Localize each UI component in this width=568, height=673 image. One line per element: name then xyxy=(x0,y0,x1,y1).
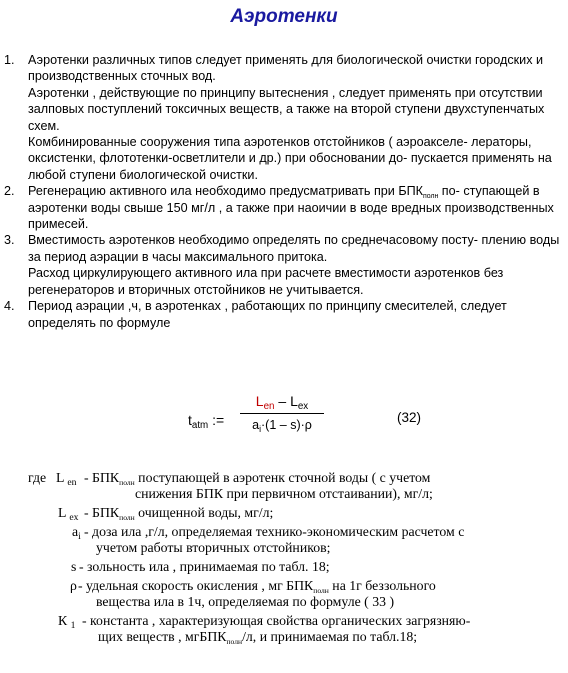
formula-32 xyxy=(188,390,448,450)
definition-rho xyxy=(28,578,558,613)
where-label: где xyxy=(28,470,47,485)
formula-var: $L_{ex}$ xyxy=(290,393,309,412)
formula-numerator xyxy=(240,390,324,412)
item-number: 2. xyxy=(4,184,15,199)
symbol-s: s xyxy=(71,559,77,574)
formula-fraction xyxy=(240,390,324,434)
symbol-k1: К $_1$ xyxy=(58,613,76,631)
list-item-3 xyxy=(4,232,560,298)
item-paragraph: Комбинированные сооружения типа аэротенков отстойников ( аэроакселе- лераторы, оксистенки, флототенки-осветлители и др.) при обосновании до- пускается применять на любой ступени биологической очистки. xyxy=(28,135,552,182)
item-text: по- ступающей в аэротенки воды свыше 150 мг/л , а также при наоичии в воде вредных производственных примесей. xyxy=(28,184,554,232)
item-number: 1. xyxy=(4,53,15,67)
list-item-2 xyxy=(4,183,560,232)
fraction-bar xyxy=(240,413,324,414)
definition-text: - константа , характеризующая свойства органических загрязняю- xyxy=(82,613,471,628)
equation-number: (32) xyxy=(397,410,422,425)
definitions xyxy=(28,470,558,647)
list-item-1 xyxy=(4,52,560,183)
formula-lhs xyxy=(188,412,225,431)
definition-text: снижения БПК при первичном отстаивании), мг/л; xyxy=(135,486,433,501)
page-title: Аэротенки xyxy=(230,6,338,27)
formula-sub: atm xyxy=(191,420,209,431)
definition-len xyxy=(28,470,558,503)
item-subscript: полн xyxy=(423,193,439,201)
formula-assign: := xyxy=(208,412,225,428)
item-paragraph xyxy=(28,183,560,232)
item-paragraph: Аэротенки , действующие по принципу вытеснения , следует применять при отсутствии залповых поступлений токсичных веществ, а также на второй ступени двухступенчатых схем. xyxy=(28,85,545,133)
definition-text: - зольность ила , принимаемая по табл. 18; xyxy=(79,559,330,574)
definition-ai xyxy=(28,524,558,559)
item-paragraph: Аэротенки различных типов следует применять для биологической очистки городских и производственных сточных вод. xyxy=(28,53,544,84)
item-text: Регенерацию активного ила необходимо предусматривать при БПК xyxy=(28,184,423,199)
symbol-rho: ρ xyxy=(70,578,77,593)
symbol-lex: L $_{ex}$ xyxy=(58,505,79,523)
numbered-list xyxy=(4,52,560,331)
item-paragraph: Период аэрации ,ч, в аэротенках , работающих по принципу смесителей, следует определять по формуле xyxy=(28,299,507,330)
definition-text: - доза ила ,г/л, определяемая технико-экономическим расчетом с xyxy=(84,524,465,539)
formula-var: t xyxy=(188,412,192,428)
definition-text: щих веществ , мгБПК$_{полн}$/л, и принимаемая по табл.18; xyxy=(98,629,418,646)
definition-text: - $БПК_{полн}$ поступающей в аэротенк сточной воды ( с учетом xyxy=(84,470,431,487)
formula-var: $L_{en}$ xyxy=(255,393,275,412)
item-paragraph: Расход циркулирующего активного ила при расчете вместимости аэротенков без регенераторов и вторичных отстойников не учитывается. xyxy=(28,266,504,297)
item-number: 4. xyxy=(4,299,15,314)
item-paragraph: Вместимость аэротенков необходимо определять по среднечасовому посту- плению воды за период аэрации в часы максимального притока. xyxy=(28,233,560,264)
definition-text: вещества ила в 1ч, определяемая по формуле ( 33 ) xyxy=(96,594,395,609)
definition-k1 xyxy=(28,613,558,647)
symbol-len: L $_{en}$ xyxy=(56,470,77,488)
definition-text: - удельная скорость окисления , мг $БПК_{полн}$ на 1г беззольного xyxy=(78,578,436,595)
definition-s xyxy=(28,559,558,578)
list-item-4 xyxy=(4,298,560,331)
item-number: 3. xyxy=(4,233,15,248)
definition-lex xyxy=(28,503,558,524)
definition-text: учетом работы вторичных отстойников; xyxy=(96,540,331,555)
symbol-ai: $a_i$ xyxy=(72,524,81,542)
definition-text: - $БПК_{полн}$ очищенной воды, мг/л; xyxy=(84,505,274,522)
formula-op: – xyxy=(274,393,291,409)
formula-denominator: $a_i\cdot(1 - s)\cdot\rho$ xyxy=(252,418,312,434)
